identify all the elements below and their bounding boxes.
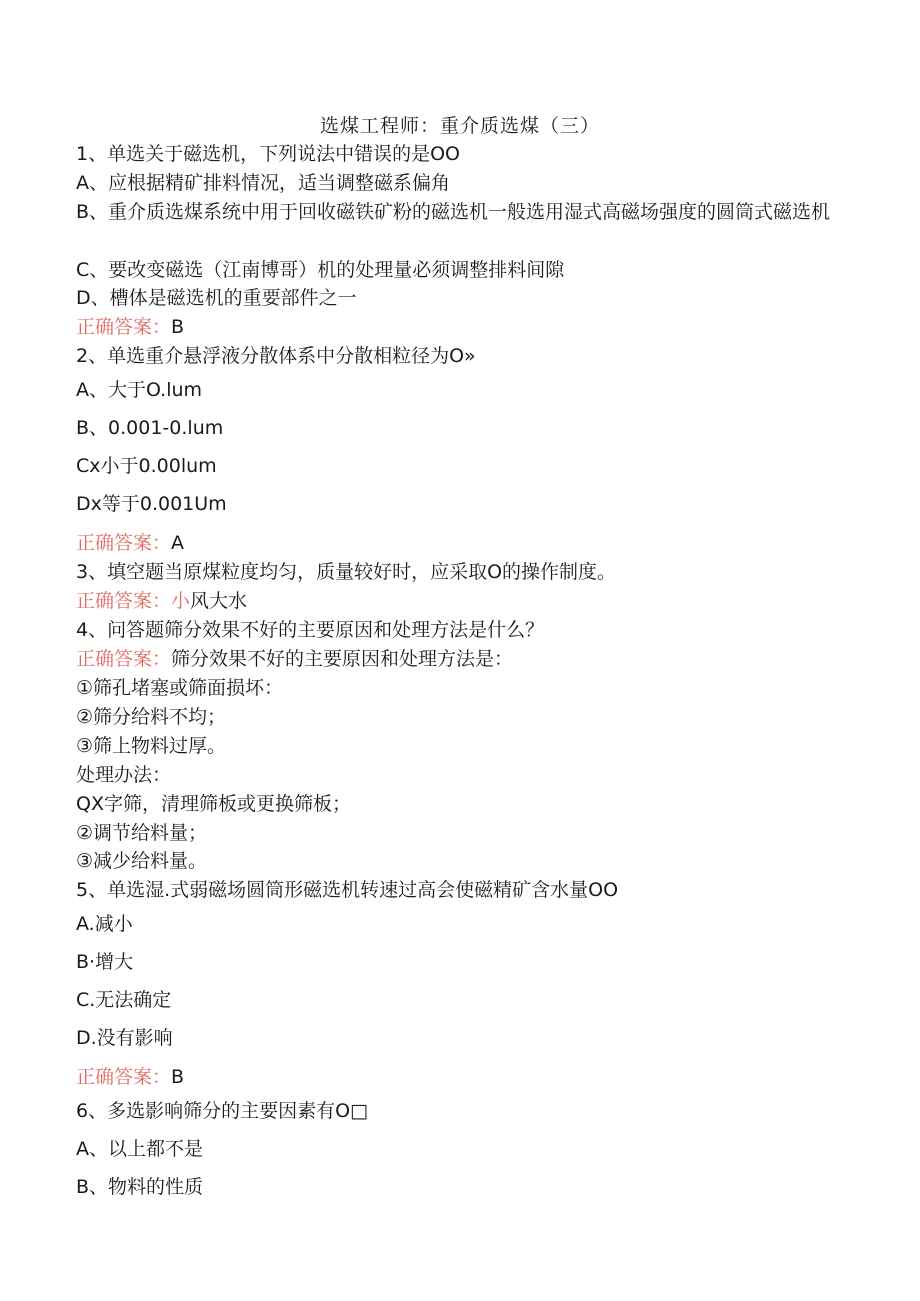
q6-stem: 6、多选影响筛分的主要因素有O□	[76, 1100, 368, 1122]
answer-label: 正确答案：	[76, 648, 172, 670]
q4-answer-line: ①筛孔堵塞或筛面损坏：	[76, 677, 284, 699]
answer-value-highlight: 小	[171, 590, 191, 612]
q5-option-b: B·增大	[76, 951, 134, 973]
answer-label: 正确答案：	[76, 1066, 172, 1088]
answer-value: A	[171, 532, 185, 554]
q5-stem: 5、单选湿.式弱磁场圆筒形磁选机转速过高会使磁精矿含水量OO	[76, 879, 619, 901]
answer-value: B	[171, 1066, 185, 1088]
q4-answer-line: ③减少给料量。	[76, 850, 208, 872]
answer-value: 风大水	[190, 590, 248, 612]
answer-value: 筛分效果不好的主要原因和处理方法是：	[171, 648, 514, 670]
q1-option-b: B、重介质选煤系统中用于回收磁铁矿粉的磁选机一般选用湿式高磁场强度的圆筒式磁选机	[76, 201, 831, 223]
q3-answer	[76, 588, 247, 614]
answer-label: 正确答案：	[76, 590, 172, 612]
q5-answer	[76, 1064, 184, 1090]
q6-option-a: A、以上都不是	[76, 1138, 203, 1160]
answer-label: 正确答案：	[76, 316, 172, 338]
q4-answer-line: ③筛上物料过厚。	[76, 735, 227, 757]
q2-option-b: B、0.001-0.lum	[76, 417, 224, 439]
q2-answer	[76, 530, 184, 556]
answer-label: 正确答案：	[76, 532, 172, 554]
q1-option-a: A、应根据精矿排料情况，适当调整磁系偏角	[76, 172, 450, 194]
q4-answer-line: 处理办法：	[76, 764, 172, 786]
q4-answer	[76, 646, 513, 672]
q2-stem: 2、单选重介悬浮液分散体系中分散相粒径为O»	[76, 345, 476, 367]
q3-stem: 3、填空题当原煤粒度均匀，质量较好时，应采取O的操作制度。	[76, 561, 617, 583]
q6-option-b: B、物料的性质	[76, 1176, 204, 1198]
q4-answer-line: QX字筛，清理筛板或更换筛板；	[76, 793, 351, 815]
q5-option-a: A.减小	[76, 913, 133, 935]
q5-option-d: D.没有影响	[76, 1027, 173, 1049]
q2-option-c: Cx小于0.00lum	[76, 455, 217, 477]
q2-option-d: Dx等于0.001Um	[76, 493, 227, 515]
q5-option-c: C.无法确定	[76, 989, 172, 1011]
q4-stem: 4、问答题筛分效果不好的主要原因和处理方法是什么？	[76, 619, 545, 641]
q1-stem: 1、单选关于磁选机，下列说法中错误的是OO	[76, 143, 460, 165]
q1-option-d: D、槽体是磁选机的重要部件之一	[76, 287, 357, 309]
q1-answer	[76, 314, 184, 340]
q1-option-c: C、要改变磁选（江南博哥）机的处理量必须调整排料间隙	[76, 259, 565, 281]
document-title: 选煤工程师：重介质选煤（三）	[319, 115, 600, 137]
q2-option-a: A、大于O.lum	[76, 379, 203, 401]
q4-answer-line: ②筛分给料不均；	[76, 706, 227, 728]
answer-value: B	[171, 316, 185, 338]
q4-answer-line: ②调节给料量；	[76, 822, 208, 844]
